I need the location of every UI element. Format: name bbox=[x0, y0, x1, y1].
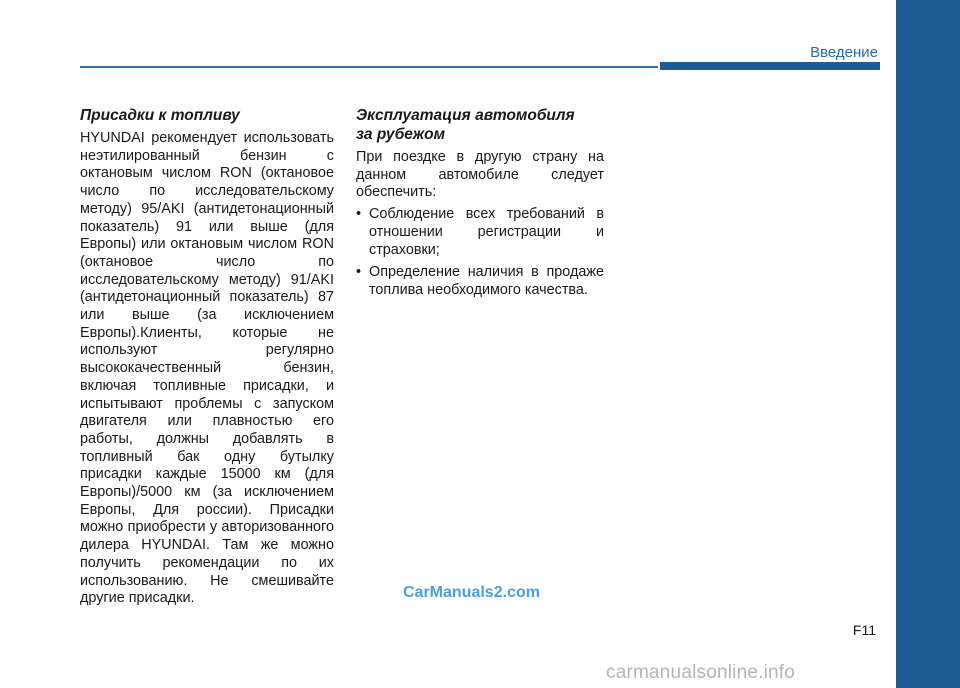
side-tab-bar bbox=[896, 0, 960, 688]
left-column bbox=[80, 106, 334, 608]
abroad-heading-line1: Эксплуатация автомобиля bbox=[356, 107, 575, 124]
abroad-heading bbox=[356, 106, 604, 144]
header-rule bbox=[80, 66, 658, 68]
right-column bbox=[356, 106, 604, 305]
bullet-icon: • bbox=[356, 206, 362, 223]
fuel-additives-heading: Присадки к топливу bbox=[80, 107, 240, 124]
header-rule-accent bbox=[660, 62, 880, 70]
fuel-additives-text: HYUNDAI рекомендует использовать неэтилированный бензин с октановым числом RON (октановое число по исследовательскому методу) 95/AKI (антидетонационный показатель) 91 или выше (для Европы) или октановым числом RON (октановое число по исследовательскому методу) 91/AKI (антидетонационный показатель) 87 или выше (за исключением Европы).Клиенты, которые не используют регулярно высококачественный бензин, включая топливные присадки, и испытывают проблемы с запуском двигателя или плавностью его работы, должны добавлять в топливный бак одну бутылку присадки каждые 15000 км (для Европы)/5000 км (за исключением Европы, Для россии). Присадки можно приобрести у авторизованного дилера HYUNDAI. Там же можно получить рекомендации по их использованию. Не смешивайте другие присадки. bbox=[80, 130, 334, 607]
section-title: Введение bbox=[810, 44, 878, 61]
abroad-intro-text: При поездке в другую страну на данном автомобиле следует обеспечить: bbox=[356, 149, 604, 201]
list-item: • Определение наличия в продаже топлива необходимого качества. bbox=[356, 264, 604, 298]
page-number: F11 bbox=[852, 622, 876, 638]
carmanuals-watermark-link[interactable]: CarManuals2.com bbox=[403, 584, 540, 601]
list-item: • Соблюдение всех требований в отношении регистрации и страховки; bbox=[356, 206, 604, 258]
abroad-bullet-list bbox=[356, 206, 604, 300]
bullet-icon: • bbox=[356, 264, 362, 281]
footer-watermark: carmanualsonline.info bbox=[606, 662, 796, 683]
abroad-heading-line2: за рубежом bbox=[356, 126, 446, 143]
